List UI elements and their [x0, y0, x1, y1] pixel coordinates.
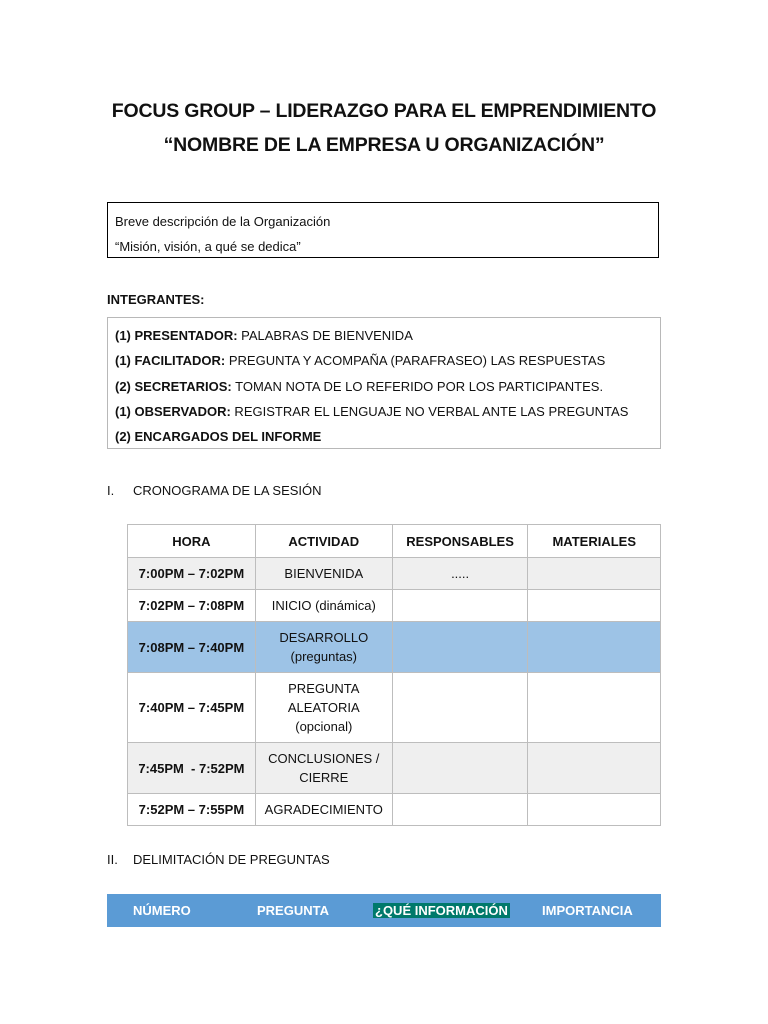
table-row [128, 590, 661, 622]
cell-materiales [528, 590, 661, 622]
member-item [115, 323, 653, 348]
cell-materiales [528, 558, 661, 590]
cell-actividad [255, 743, 392, 794]
section-title: CRONOGRAMA DE LA SESIÓN [133, 483, 322, 498]
organization-description-box [107, 202, 659, 258]
description-line: “Misión, visión, a qué se dedica” [115, 239, 301, 254]
cell-responsables: ..... [392, 558, 528, 590]
column-header-numero: NÚMERO [133, 903, 191, 918]
section-title: DELIMITACIÓN DE PREGUNTAS [133, 852, 330, 867]
cell-materiales [528, 673, 661, 743]
member-role: (1) PRESENTADOR: [115, 328, 238, 343]
section-number: I. [107, 483, 115, 498]
member-item [115, 374, 653, 399]
actividad-line: CONCLUSIONES / [268, 751, 380, 766]
cell-materiales [528, 743, 661, 794]
cell-hora: 7:45PM - 7:52PM [128, 743, 256, 794]
table-row [128, 794, 661, 826]
member-task: REGISTRAR EL LENGUAJE NO VERBAL ANTE LAS PREGUNTAS [230, 403, 629, 419]
cell-responsables [392, 743, 528, 794]
cell-hora: 7:02PM – 7:08PM [128, 590, 256, 622]
column-header-materiales: MATERIALES [528, 525, 661, 558]
member-item [115, 424, 653, 449]
document-title: FOCUS GROUP – LIDERAZGO PARA EL EMPRENDIMIENTO [111, 100, 657, 122]
member-role: (1) FACILITADOR: [115, 353, 226, 369]
questions-table-header [107, 894, 661, 927]
member-role: (1) OBSERVADOR: [115, 403, 231, 419]
actividad-line: BIENVENIDA [284, 566, 364, 581]
integrantes-box [107, 317, 661, 449]
section-heading-cronograma [107, 483, 322, 498]
member-task: PREGUNTA Y ACOMPAÑA (PARAFRASEO) LAS RESPUESTAS [225, 353, 606, 369]
actividad-line: (opcional) [295, 719, 353, 734]
actividad-line: PREGUNTA [288, 681, 360, 696]
actividad-line: AGRADECIMIENTO [264, 802, 383, 817]
description-line: Breve descripción de la Organización [115, 214, 331, 229]
actividad-line: CIERRE [299, 770, 349, 785]
cell-responsables [392, 673, 528, 743]
integrantes-label: INTEGRANTES: [107, 292, 205, 307]
table-row [128, 558, 661, 590]
cell-responsables [392, 622, 528, 673]
column-header-importancia: IMPORTANCIA [542, 903, 633, 918]
cell-hora: 7:40PM – 7:45PM [128, 673, 256, 743]
cell-responsables [392, 794, 528, 826]
table-row [128, 622, 661, 673]
table-row [128, 743, 661, 794]
column-header-actividad: ACTIVIDAD [255, 525, 392, 558]
actividad-line: DESARROLLO [279, 630, 369, 645]
member-task: PALABRAS DE BIENVENIDA [237, 328, 413, 343]
cell-actividad [255, 794, 392, 826]
cell-responsables [392, 590, 528, 622]
actividad-line: ALEATORIA [287, 700, 360, 715]
schedule-table [127, 524, 661, 826]
cell-actividad [255, 558, 392, 590]
member-item [115, 399, 653, 424]
section-heading-preguntas [107, 852, 330, 867]
column-header-hora: HORA [128, 525, 256, 558]
cell-hora: 7:08PM – 7:40PM [128, 622, 256, 673]
cell-materiales [528, 794, 661, 826]
actividad-line: (preguntas) [290, 649, 358, 664]
column-header-que-informacion: ¿QUÉ INFORMACIÓN [375, 903, 508, 918]
schedule-header-row [128, 525, 661, 558]
table-row [128, 673, 661, 743]
cell-actividad [255, 622, 392, 673]
member-role: (2) ENCARGADOS DEL INFORME [115, 429, 322, 445]
cell-hora: 7:00PM – 7:02PM [128, 558, 256, 590]
column-header-responsables: RESPONSABLES [392, 525, 528, 558]
member-task: TOMAN NOTA DE LO REFERIDO POR LOS PARTICIPANTES. [231, 378, 604, 394]
actividad-line: INICIO (dinámica) [271, 598, 376, 613]
column-header-pregunta: PREGUNTA [257, 903, 329, 918]
cell-materiales [528, 622, 661, 673]
cell-actividad [255, 590, 392, 622]
member-role: (2) SECRETARIOS: [115, 378, 232, 394]
cell-hora: 7:52PM – 7:55PM [128, 794, 256, 826]
cell-actividad [255, 673, 392, 743]
organization-name-title: “NOMBRE DE LA EMPRESA U ORGANIZACIÓN” [163, 134, 605, 156]
member-item [115, 348, 653, 373]
section-number: II. [107, 852, 118, 867]
